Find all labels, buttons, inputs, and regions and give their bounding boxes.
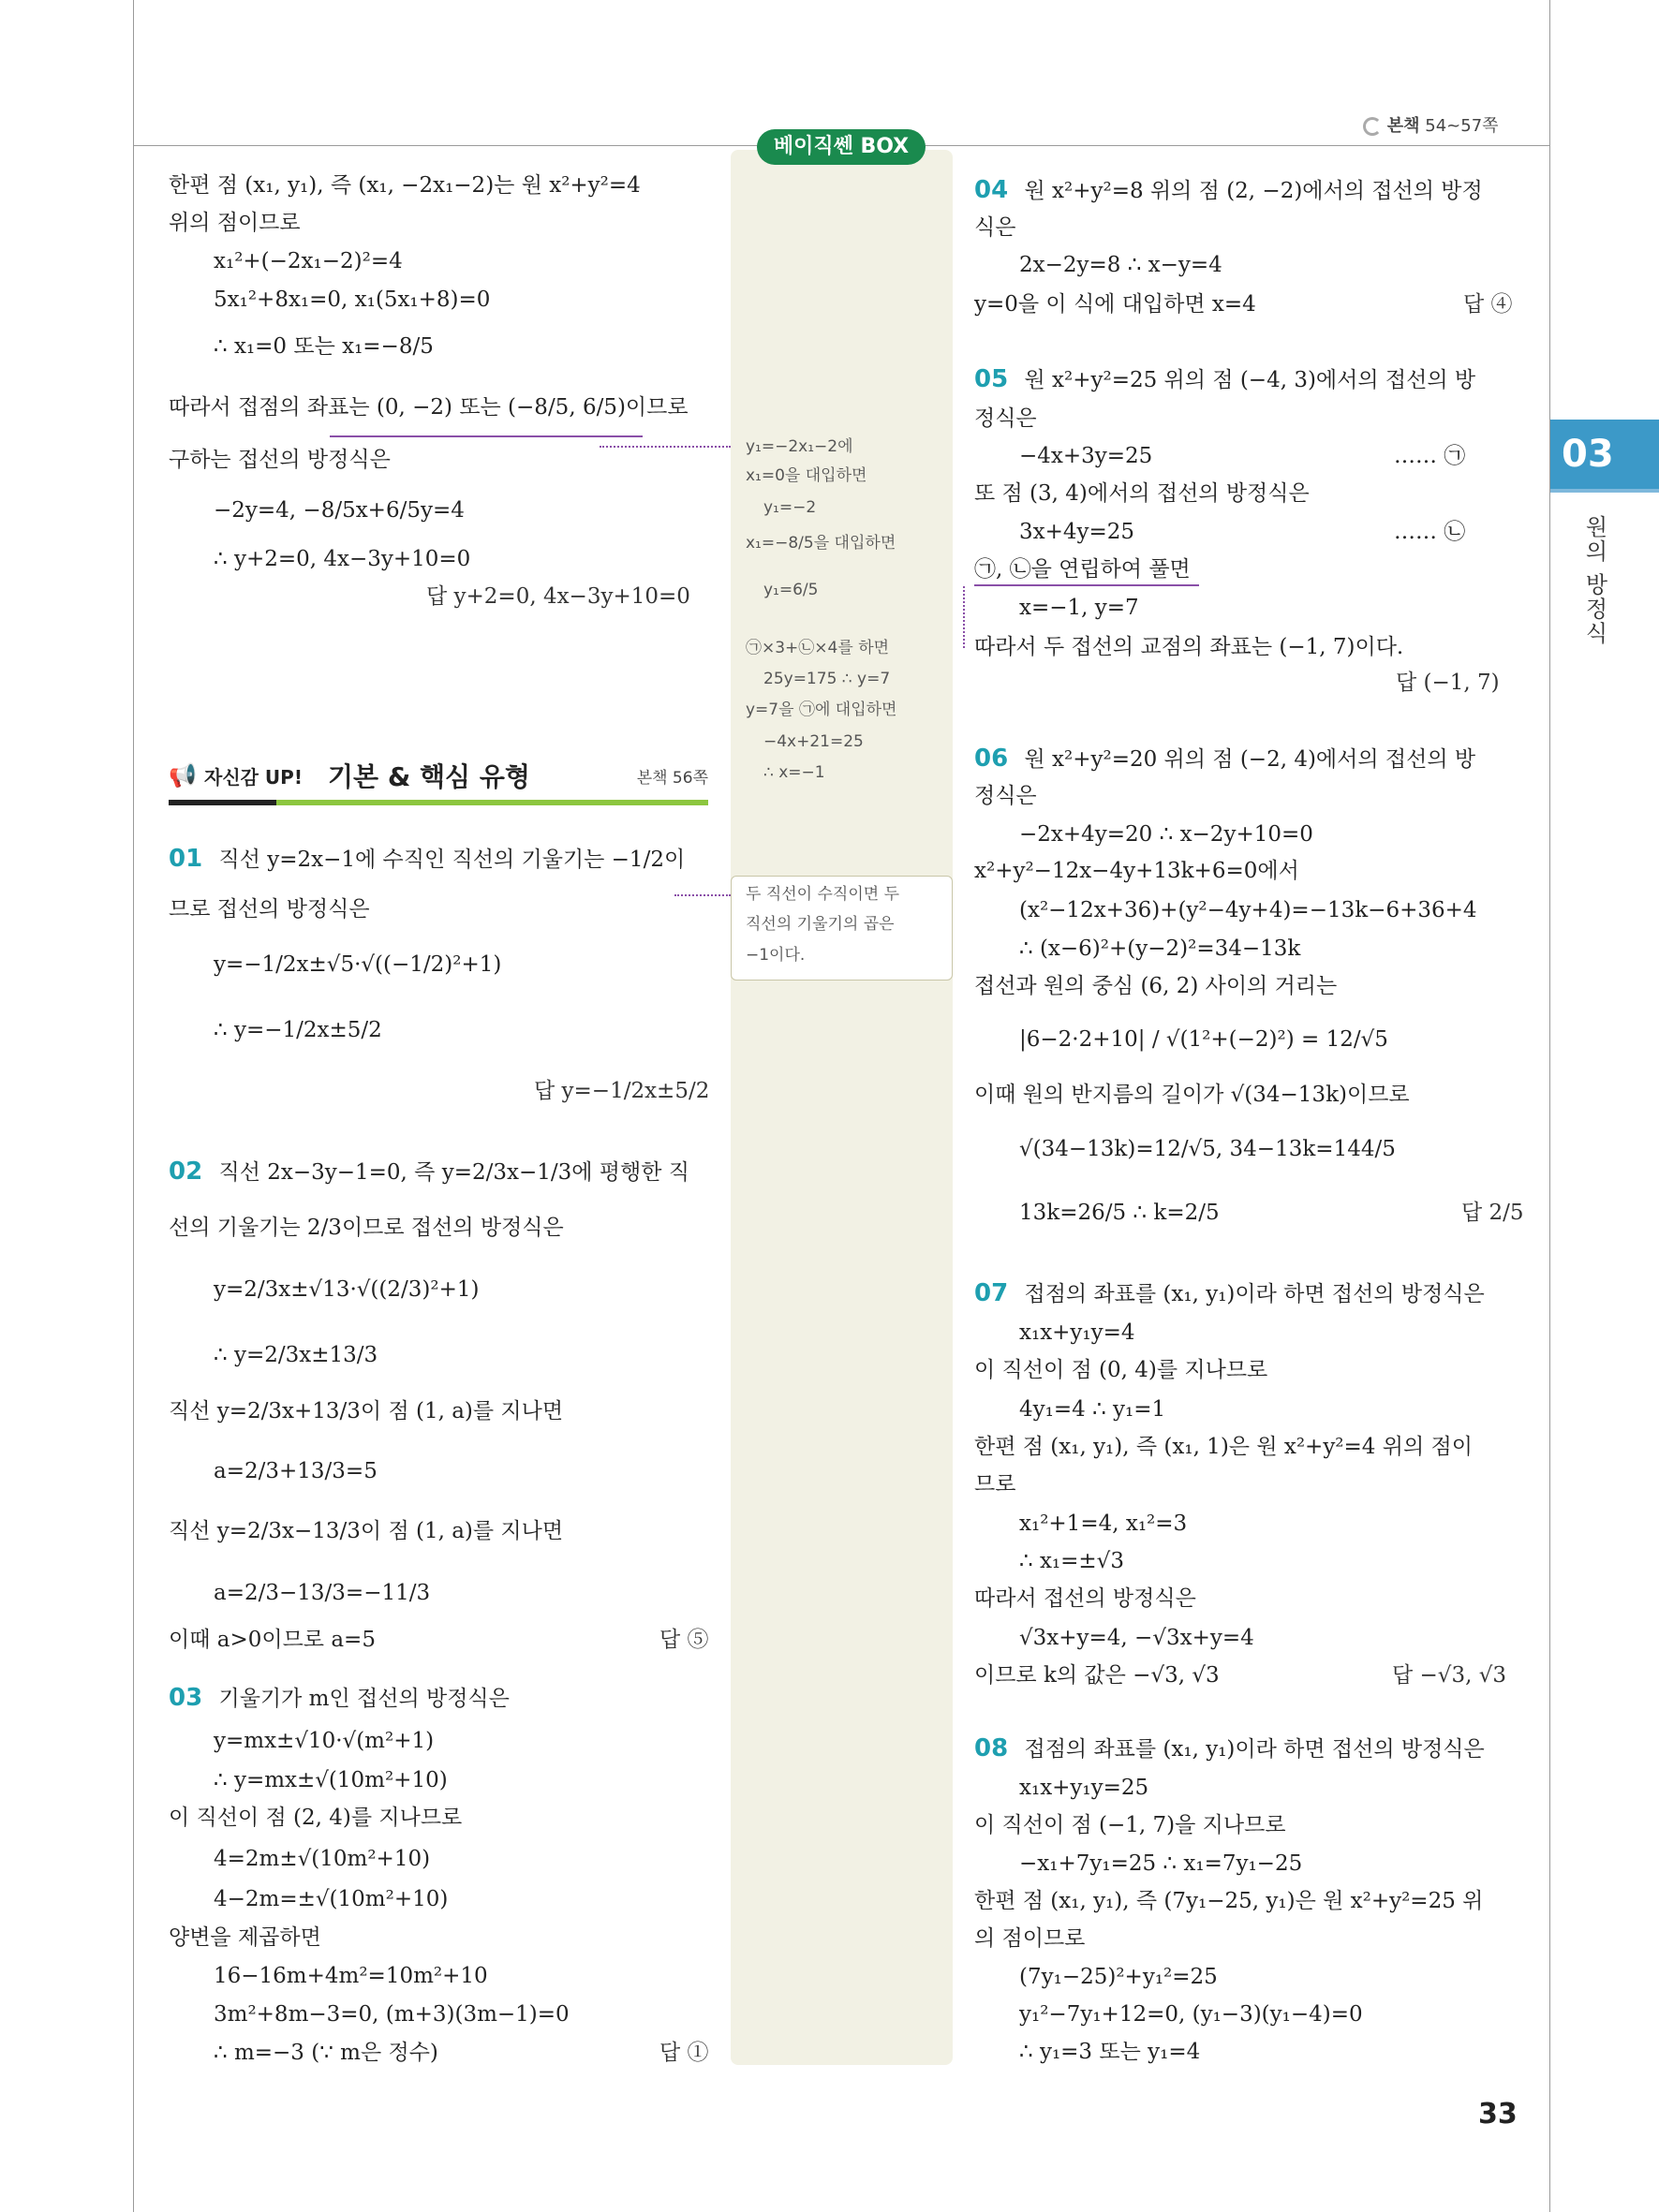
equation-line: ∴ m=−3 (∵ m은 정수) [214, 2041, 438, 2065]
c-mark-icon [1363, 117, 1382, 136]
text-line: 직선 y=2/3x−13/3이 점 (1, a)를 지나면 [169, 1519, 564, 1543]
equation-line: (x²−12x+36)+(y²−4y+4)=−13k−6+36+4 [1019, 898, 1477, 922]
chapter-tab-bar [1550, 489, 1659, 493]
note-line: 직선의 기울기의 곱은 [746, 915, 895, 934]
text-line: 위의 점이므로 [169, 211, 301, 235]
equation-marker: …… ㉠ [1394, 444, 1466, 468]
text-line: 따라서 두 접선의 교점의 좌표는 (−1, 7)이다. [974, 635, 1404, 659]
problem-03 [169, 1684, 510, 1713]
text-line: 선의 기울기는 2/3이므로 접선의 방정식은 [169, 1216, 564, 1240]
equation-line: 3x+4y=25 [1019, 520, 1135, 544]
text-line: 양변을 제곱하면 [169, 1925, 321, 1950]
text-line: 또 점 (3, 4)에서의 접선의 방정식은 [974, 481, 1310, 506]
equation-line: −2y=4, −8/5x+6/5y=4 [214, 498, 465, 523]
text-line: 므로 [974, 1472, 1016, 1497]
equation-line: ∴ y=−1/2x±5/2 [214, 1018, 382, 1042]
equation-line: y₁²−7y₁+12=0, (y₁−3)(y₁−4)=0 [1019, 2002, 1363, 2027]
equation-line: 4−2m=±√(10m²+10) [214, 1887, 449, 1911]
right-margin-line [1549, 0, 1550, 2212]
equation-line: √3x+y=4, −√3x+y=4 [1019, 1626, 1254, 1650]
leader-line [600, 446, 731, 448]
underline-mark [330, 435, 643, 437]
equation-line: ∴ y₁=3 또는 y₁=4 [1019, 2040, 1201, 2064]
equation-line: 2x−2y=8 ∴ x−y=4 [1019, 253, 1222, 277]
header-ref-pages: 54~57쪽 [1425, 116, 1499, 136]
text-line: 구하는 접선의 방정식은 [169, 448, 391, 472]
note-line: x₁=−8/5을 대입하면 [746, 534, 896, 553]
answer-line: 답 y=−1/2x±5/2 [534, 1079, 710, 1103]
equation-line: 4y₁=4 ∴ y₁=1 [1019, 1397, 1166, 1422]
equation-line: ∴ x₁=0 또는 x₁=−8/5 [214, 334, 434, 359]
problem-number: 08 [974, 1734, 1009, 1762]
problem-07 [974, 1279, 1485, 1308]
equation-line: y=−1/2x±√5·√((−1/2)²+1) [214, 952, 502, 977]
text-line: 원 x²+y²=20 위의 점 (−2, 4)에서의 접선의 방 [1024, 747, 1476, 772]
text-line: 한편 점 (x₁, y₁), 즉 (x₁, 1)은 원 x²+y²=4 위의 점이 [974, 1435, 1473, 1459]
section-title: 기본 & 핵심 유형 [328, 761, 530, 792]
problem-08 [974, 1734, 1485, 1763]
text-line: 따라서 접선의 방정식은 [974, 1586, 1196, 1611]
equation-line: −x₁+7y₁=25 ∴ x₁=7y₁−25 [1019, 1851, 1303, 1876]
text-line: 직선 y=2/3x+13/3이 점 (1, a)를 지나면 [169, 1399, 564, 1423]
text-line: 원 x²+y²=25 위의 점 (−4, 3)에서의 접선의 방 [1024, 368, 1476, 392]
equation-line: ∴ y=mx±√(10m²+10) [214, 1768, 448, 1792]
answer-line: 답 −√3, √3 [1392, 1663, 1507, 1688]
answer-line: 답 y+2=0, 4x−3y+10=0 [426, 584, 690, 609]
equation-line: 5x₁²+8x₁=0, x₁(5x₁+8)=0 [214, 288, 491, 312]
section-rule [169, 800, 708, 805]
answer-line: 답 ⑤ [659, 1628, 709, 1652]
problem-number: 06 [974, 745, 1009, 773]
equation-marker: …… ㉡ [1394, 520, 1466, 544]
note-line: x₁=0을 대입하면 [746, 466, 867, 485]
text-line: 원 x²+y²=8 위의 점 (2, −2)에서의 접선의 방정 [1024, 179, 1483, 203]
equation-line: x²+y²−12x−4y+13k+6=0에서 [974, 859, 1299, 883]
text-line: 한편 점 (x₁, y₁), 즉 (7y₁−25, y₁)은 원 x²+y²=25 위 [974, 1889, 1484, 1913]
equation-line: x₁²+(−2x₁−2)²=4 [214, 249, 403, 273]
section-title-prefix: 자신감 UP! [204, 766, 303, 789]
text-line: 한편 점 (x₁, y₁), 즉 (x₁, −2x₁−2)는 원 x²+y²=4 [169, 173, 641, 198]
note-line: −4x+21=25 [763, 732, 864, 751]
equation-line: (7y₁−25)²+y₁²=25 [1019, 1965, 1218, 1989]
problem-06 [974, 745, 1475, 774]
leader-line [963, 586, 965, 648]
equation-line: x=−1, y=7 [1019, 596, 1139, 620]
text-line: 접점의 좌표를 (x₁, y₁)이라 하면 접선의 방정식은 [1024, 1737, 1485, 1762]
equation-line: x₁²+1=4, x₁²=3 [1019, 1512, 1188, 1536]
text-line: 접선과 원의 중심 (6, 2) 사이의 거리는 [974, 974, 1338, 998]
text-line: 므로 접선의 방정식은 [169, 897, 370, 922]
note-line: −1이다. [746, 946, 806, 965]
problem-number: 05 [974, 365, 1009, 393]
problem-04 [974, 176, 1483, 205]
box-badge: 베이직쎈 BOX [757, 129, 926, 165]
equation-line: |6−2·2+10| / √(1²+(−2)²) = 12/√5 [1019, 1027, 1388, 1052]
equation-line: a=2/3+13/3=5 [214, 1459, 378, 1483]
section-header [169, 749, 708, 804]
equation-line: x₁x+y₁y=25 [1019, 1776, 1149, 1800]
text-line: 정식은 [974, 406, 1037, 431]
problem-number: 03 [169, 1684, 203, 1712]
equation-line: x₁x+y₁y=4 [1019, 1320, 1135, 1345]
text-line: 접점의 좌표를 (x₁, y₁)이라 하면 접선의 방정식은 [1024, 1282, 1485, 1306]
problem-number: 07 [974, 1279, 1009, 1307]
text-line: 이 직선이 점 (−1, 7)을 지나므로 [974, 1813, 1286, 1837]
text-line: 이때 a>0이므로 a=5 [169, 1628, 376, 1652]
answer-line: 답 (−1, 7) [1396, 671, 1500, 695]
problem-number: 04 [974, 176, 1009, 204]
problem-number: 01 [169, 845, 203, 873]
problem-05 [974, 365, 1475, 394]
problem-01 [169, 845, 685, 874]
text-line: 직선 2x−3y−1=0, 즉 y=2/3x−1/3에 평행한 직 [218, 1160, 689, 1185]
header-ref [1363, 112, 1499, 137]
equation-line: y=2/3x±√13·√((2/3)²+1) [214, 1277, 480, 1302]
text-line: 이때 원의 반지름의 길이가 √(34−13k)이므로 [974, 1083, 1410, 1107]
equation-line: −4x+3y=25 [1019, 444, 1153, 468]
text-line: 기울기가 m인 접선의 방정식은 [218, 1687, 510, 1711]
equation-line: 16−16m+4m²=10m²+10 [214, 1964, 488, 1988]
equation-line: 4=2m±√(10m²+10) [214, 1847, 431, 1871]
chapter-tab: 03 [1550, 420, 1659, 489]
equation-line: −2x+4y=20 ∴ x−2y+10=0 [1019, 822, 1313, 847]
text-line: 이므로 k의 값은 −√3, √3 [974, 1663, 1220, 1688]
equation-line: ∴ (x−6)²+(y−2)²=34−13k [1019, 936, 1301, 961]
text-line: 직선 y=2x−1에 수직인 직선의 기울기는 −1/2이 [218, 848, 686, 872]
note-line: ∴ x=−1 [763, 763, 825, 782]
equation-line: ∴ y=2/3x±13/3 [214, 1343, 378, 1367]
text-line: 정식은 [974, 784, 1037, 808]
note-line: y₁=−2 [763, 498, 817, 517]
header-ref-label: 본책 [1386, 116, 1420, 136]
note-line: y₁=−2x₁−2에 [746, 437, 853, 456]
equation-line: y=mx±√10·√(m²+1) [214, 1729, 435, 1753]
megaphone-icon: 📢 [169, 762, 197, 789]
text-line: 의 점이므로 [974, 1926, 1086, 1951]
chapter-label: 원의 방정식 [1581, 515, 1607, 646]
page-number: 33 [1478, 2098, 1518, 2131]
answer-line: 답 2/5 [1461, 1201, 1524, 1225]
answer-line: 답 ① [659, 2041, 709, 2065]
note-line: 두 직선이 수직이면 두 [746, 885, 900, 904]
equation-line: ∴ y+2=0, 4x−3y+10=0 [214, 547, 471, 571]
text-line: 이 직선이 점 (2, 4)를 지나므로 [169, 1806, 463, 1830]
equation-line: 13k=26/5 ∴ k=2/5 [1019, 1201, 1220, 1225]
leader-line [674, 894, 731, 896]
equation-line: ∴ x₁=±√3 [1019, 1549, 1124, 1573]
note-line: 25y=175 ∴ y=7 [763, 670, 891, 688]
equation-line: a=2/3−13/3=−11/3 [214, 1581, 431, 1605]
text-line: ㉠, ㉡을 연립하여 풀면 [974, 557, 1191, 582]
problem-number: 02 [169, 1158, 203, 1186]
underline-mark [974, 584, 1199, 586]
left-margin-line [133, 0, 134, 2212]
equation-line: √(34−13k)=12/√5, 34−13k=144/5 [1019, 1137, 1396, 1161]
text-line: 이 직선이 점 (0, 4)를 지나므로 [974, 1358, 1268, 1382]
note-line: ㉠×3+㉡×4를 하면 [746, 639, 890, 657]
answer-line: 답 ④ [1463, 292, 1513, 317]
note-line: y₁=6/5 [763, 581, 819, 599]
section-ref: 본책 56쪽 [636, 769, 708, 788]
text-line: y=0을 이 식에 대입하면 x=4 [974, 292, 1256, 317]
note-line: y=7을 ㉠에 대입하면 [746, 700, 897, 719]
text-line: 따라서 접점의 좌표는 (0, −2) 또는 (−8/5, 6/5)이므로 [169, 395, 689, 420]
text-line: 식은 [974, 215, 1016, 240]
problem-02 [169, 1158, 689, 1187]
equation-line: 3m²+8m−3=0, (m+3)(3m−1)=0 [214, 2002, 570, 2027]
